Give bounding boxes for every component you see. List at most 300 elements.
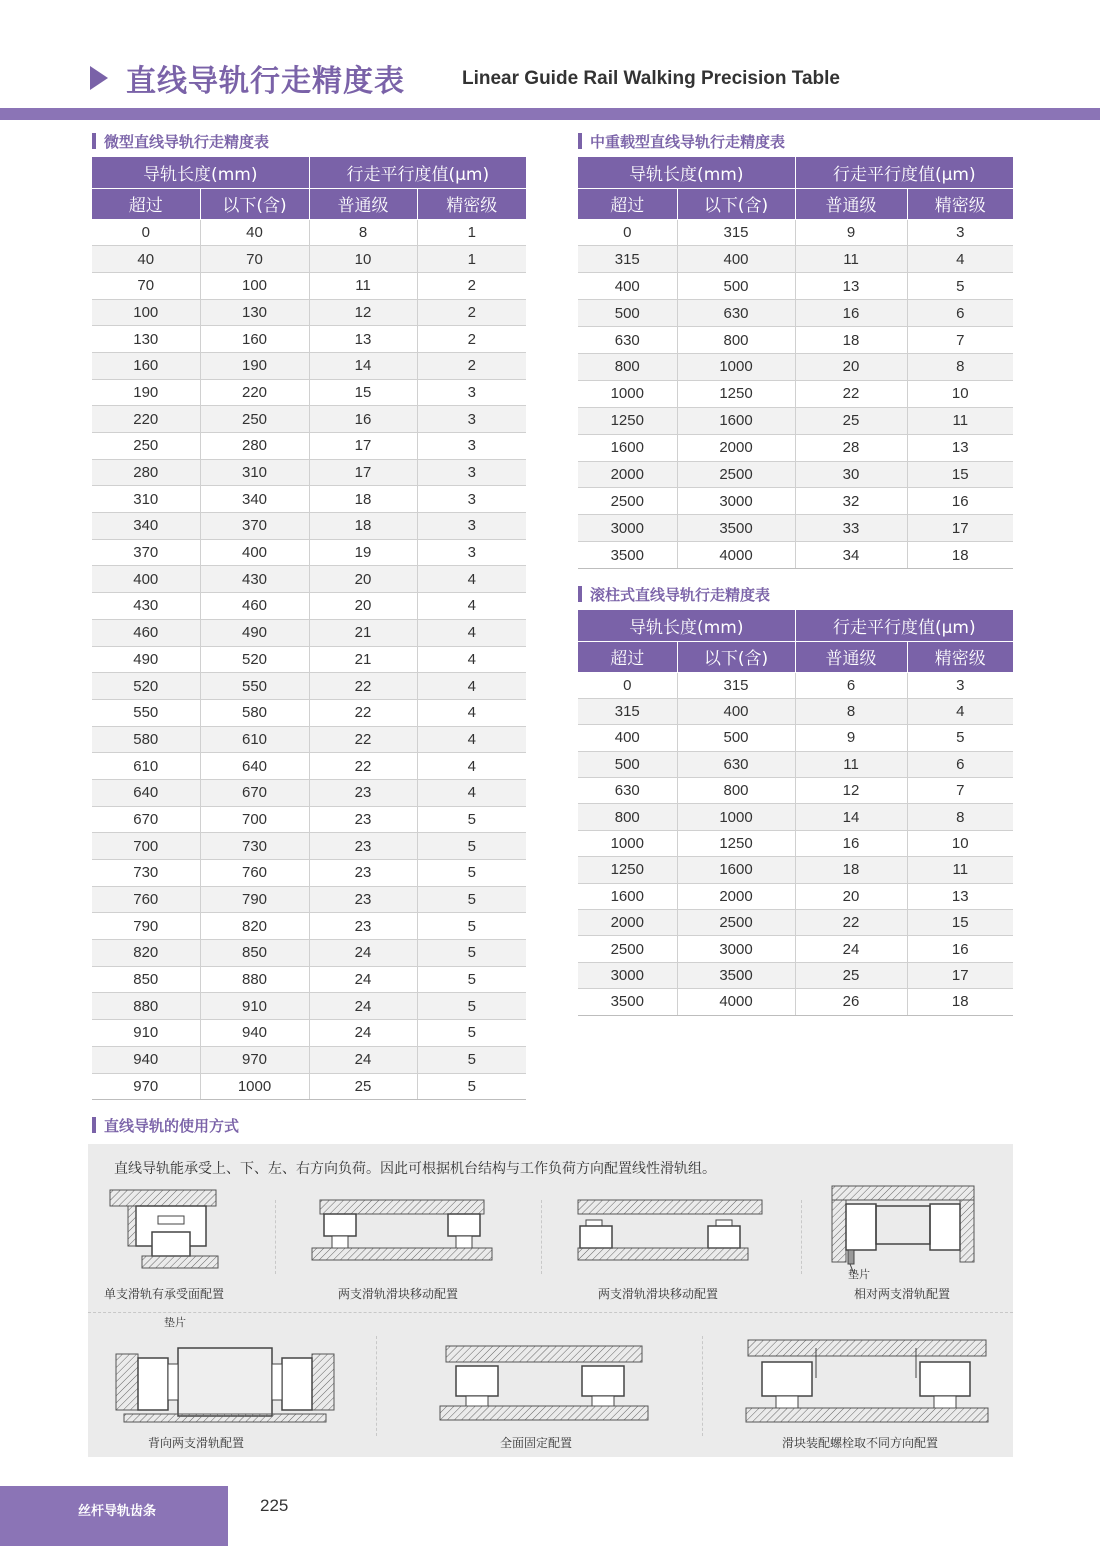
cell-up-to: 2000 [677, 883, 795, 909]
cell-over: 880 [92, 993, 200, 1020]
usage-description: 直线导轨能承受上、下、左、右方向负荷。因此可根据机台结构与工作负荷方向配置线性滑轨组。 [114, 1161, 716, 1177]
cell-normal: 18 [795, 327, 907, 354]
cell-precision: 3 [417, 459, 526, 486]
cell-normal: 9 [795, 725, 907, 751]
cell-up-to: 640 [200, 753, 309, 780]
cell-normal: 22 [309, 673, 417, 700]
table-row [92, 993, 526, 1020]
page-number: 225 [260, 1496, 289, 1515]
table-row [92, 673, 526, 700]
cell-over: 160 [92, 352, 200, 379]
col-header-over: 超过 [578, 188, 677, 219]
table-row [92, 699, 526, 726]
heavy-precision-table [578, 157, 1013, 569]
separator [702, 1336, 703, 1436]
table-row [578, 327, 1013, 354]
cell-over: 490 [92, 646, 200, 673]
col-header-precision: 精密级 [907, 641, 1013, 672]
cell-precision: 7 [907, 327, 1013, 354]
cell-up-to: 1000 [677, 804, 795, 830]
table-row [92, 646, 526, 673]
group-header-length: 导轨长度(mm) [578, 157, 795, 188]
cell-normal: 12 [795, 778, 907, 804]
cell-over: 500 [578, 300, 677, 327]
cell-precision: 15 [907, 910, 1013, 936]
diagram-caption: 单支滑轨有承受面配置 [104, 1287, 225, 1301]
micro-precision-table [92, 157, 526, 1100]
cell-over: 640 [92, 779, 200, 806]
cell-normal: 12 [309, 299, 417, 326]
cell-over: 190 [92, 379, 200, 406]
cell-precision: 3 [417, 539, 526, 566]
cell-up-to: 315 [677, 672, 795, 698]
cell-up-to: 1600 [677, 857, 795, 883]
cell-normal: 22 [309, 726, 417, 753]
cell-over: 340 [92, 513, 200, 540]
cell-precision: 4 [417, 619, 526, 646]
cell-precision: 11 [907, 407, 1013, 434]
table-row [92, 726, 526, 753]
cell-precision: 1 [417, 219, 526, 246]
table-row [578, 219, 1013, 246]
cell-precision: 3 [417, 406, 526, 433]
table-row [92, 966, 526, 993]
table-row [92, 513, 526, 540]
cell-up-to: 670 [200, 779, 309, 806]
table-row [92, 1020, 526, 1047]
cell-normal: 25 [795, 407, 907, 434]
cell-normal: 24 [309, 940, 417, 967]
cell-up-to: 3000 [677, 936, 795, 962]
cell-over: 0 [578, 219, 677, 246]
cell-precision: 10 [907, 830, 1013, 856]
cell-normal: 22 [309, 753, 417, 780]
cell-over: 1000 [578, 830, 677, 856]
cell-normal: 16 [309, 406, 417, 433]
table-row [92, 246, 526, 273]
cell-over: 800 [578, 804, 677, 830]
table-row [92, 539, 526, 566]
table-row [578, 672, 1013, 698]
cell-precision: 4 [417, 646, 526, 673]
table-row [578, 830, 1013, 856]
cell-up-to: 910 [200, 993, 309, 1020]
table-row [578, 353, 1013, 380]
cell-normal: 14 [795, 804, 907, 830]
cell-normal: 23 [309, 833, 417, 860]
group-header-length: 导轨长度(mm) [578, 610, 795, 641]
cell-precision: 17 [907, 962, 1013, 988]
header-divider-bar [0, 108, 1100, 120]
table-row [578, 461, 1013, 488]
table-row [92, 299, 526, 326]
cell-over: 310 [92, 486, 200, 513]
cell-up-to: 310 [200, 459, 309, 486]
cell-over: 2500 [578, 936, 677, 962]
cell-normal: 18 [309, 486, 417, 513]
cell-up-to: 430 [200, 566, 309, 593]
table-row [578, 778, 1013, 804]
cell-over: 1250 [578, 407, 677, 434]
cell-precision: 4 [417, 673, 526, 700]
cell-normal: 24 [309, 1046, 417, 1073]
cell-precision: 2 [417, 326, 526, 353]
cell-precision: 6 [907, 751, 1013, 777]
cell-precision: 5 [907, 725, 1013, 751]
cell-up-to: 40 [200, 219, 309, 246]
group-header-length: 导轨长度(mm) [92, 157, 309, 188]
cell-precision: 6 [907, 300, 1013, 327]
cell-over: 940 [92, 1046, 200, 1073]
cell-up-to: 490 [200, 619, 309, 646]
cell-normal: 19 [309, 539, 417, 566]
cell-up-to: 160 [200, 326, 309, 353]
cell-over: 2500 [578, 488, 677, 515]
cell-up-to: 130 [200, 299, 309, 326]
cell-up-to: 1600 [677, 407, 795, 434]
cell-normal: 22 [795, 380, 907, 407]
cell-normal: 13 [795, 273, 907, 300]
page-header [0, 0, 1100, 120]
cell-precision: 5 [417, 993, 526, 1020]
cell-precision: 5 [417, 860, 526, 887]
cell-normal: 16 [795, 300, 907, 327]
cell-over: 0 [578, 672, 677, 698]
table-row [92, 433, 526, 460]
triangle-bullet-icon [90, 66, 108, 90]
cell-up-to: 800 [677, 778, 795, 804]
cell-normal: 23 [309, 779, 417, 806]
cell-up-to: 630 [677, 751, 795, 777]
table-row [578, 488, 1013, 515]
cell-precision: 5 [417, 913, 526, 940]
cell-over: 1600 [578, 883, 677, 909]
cell-normal: 20 [795, 883, 907, 909]
table-row [578, 407, 1013, 434]
cell-over: 400 [578, 725, 677, 751]
roller-precision-table [578, 610, 1013, 1016]
footer-block [0, 1486, 228, 1546]
table-row [92, 940, 526, 967]
cell-normal: 23 [309, 806, 417, 833]
table-row [92, 753, 526, 780]
cell-normal: 13 [309, 326, 417, 353]
cell-over: 460 [92, 619, 200, 646]
col-header-up-to: 以下(含) [677, 188, 795, 219]
col-header-normal: 普通级 [795, 641, 907, 672]
footer-category-label: 丝杆导轨齿条 [78, 1504, 157, 1519]
cell-over: 315 [578, 698, 677, 724]
cell-up-to: 190 [200, 352, 309, 379]
cell-precision: 5 [417, 1073, 526, 1100]
table-row [92, 806, 526, 833]
table-row [578, 434, 1013, 461]
table-row [92, 1073, 526, 1100]
cell-precision: 16 [907, 488, 1013, 515]
cell-normal: 23 [309, 886, 417, 913]
bolt-direction-diagram [744, 1338, 990, 1426]
dual-rail-moving-block-diagram-2 [576, 1198, 764, 1264]
cell-over: 790 [92, 913, 200, 940]
cell-up-to: 1000 [200, 1073, 309, 1100]
col-header-up-to: 以下(含) [677, 641, 795, 672]
usage-section-title: 直线导轨的使用方式 [92, 1115, 239, 1136]
cell-over: 500 [578, 751, 677, 777]
cell-up-to: 315 [677, 219, 795, 246]
cell-normal: 14 [309, 352, 417, 379]
cell-up-to: 520 [200, 646, 309, 673]
cell-precision: 5 [417, 1020, 526, 1047]
cell-over: 0 [92, 219, 200, 246]
cell-normal: 23 [309, 913, 417, 940]
cell-up-to: 400 [677, 698, 795, 724]
cell-normal: 22 [795, 910, 907, 936]
page-title-english: Linear Guide Rail Walking Precision Table [462, 68, 840, 89]
cell-normal: 20 [309, 566, 417, 593]
cell-normal: 20 [795, 353, 907, 380]
cell-normal: 30 [795, 461, 907, 488]
table-row [92, 593, 526, 620]
single-rail-diagram [108, 1188, 220, 1274]
cell-normal: 22 [309, 699, 417, 726]
cell-over: 3000 [578, 515, 677, 542]
cell-precision: 4 [417, 753, 526, 780]
cell-over: 760 [92, 886, 200, 913]
table-row [578, 542, 1013, 569]
cell-normal: 17 [309, 459, 417, 486]
cell-up-to: 220 [200, 379, 309, 406]
table-row [578, 883, 1013, 909]
cell-precision: 2 [417, 352, 526, 379]
cell-over: 610 [92, 753, 200, 780]
diagram-caption: 两支滑轨滑块移动配置 [338, 1287, 459, 1301]
cell-up-to: 2500 [677, 910, 795, 936]
cell-normal: 20 [309, 593, 417, 620]
heavy-table-title: 中重载型直线导轨行走精度表 [578, 131, 785, 152]
table-row [92, 860, 526, 887]
cell-precision: 3 [417, 486, 526, 513]
shim-label: 垫片 [164, 1316, 186, 1329]
cell-precision: 16 [907, 936, 1013, 962]
cell-up-to: 4000 [677, 542, 795, 569]
col-header-precision: 精密级 [907, 188, 1013, 219]
cell-up-to: 400 [677, 246, 795, 273]
cell-up-to: 3000 [677, 488, 795, 515]
cell-up-to: 2000 [677, 434, 795, 461]
cell-up-to: 550 [200, 673, 309, 700]
cell-over: 820 [92, 940, 200, 967]
cell-over: 630 [578, 778, 677, 804]
group-header-parallelism: 行走平行度值(μm) [795, 610, 1013, 641]
cell-precision: 5 [417, 886, 526, 913]
cell-over: 800 [578, 353, 677, 380]
cell-up-to: 460 [200, 593, 309, 620]
cell-over: 730 [92, 860, 200, 887]
table-row [578, 751, 1013, 777]
cell-precision: 4 [417, 566, 526, 593]
cell-up-to: 500 [677, 273, 795, 300]
separator [275, 1200, 276, 1274]
table-row [92, 326, 526, 353]
cell-normal: 18 [795, 857, 907, 883]
table-row [92, 886, 526, 913]
diagram-caption: 滑块装配螺栓取不同方向配置 [782, 1436, 939, 1450]
cell-precision: 3 [417, 433, 526, 460]
cell-over: 630 [578, 327, 677, 354]
group-header-parallelism: 行走平行度值(μm) [795, 157, 1013, 188]
table-row [578, 246, 1013, 273]
diagram-caption: 背向两支滑轨配置 [148, 1436, 245, 1450]
table-row [578, 300, 1013, 327]
cell-up-to: 580 [200, 699, 309, 726]
cell-over: 70 [92, 272, 200, 299]
table-row [92, 379, 526, 406]
dual-rail-moving-block-diagram [310, 1198, 494, 1264]
col-header-over: 超过 [92, 188, 200, 219]
cell-over: 1250 [578, 857, 677, 883]
cell-precision: 5 [417, 966, 526, 993]
cell-normal: 15 [309, 379, 417, 406]
cell-normal: 11 [795, 246, 907, 273]
col-header-over: 超过 [578, 641, 677, 672]
cell-up-to: 250 [200, 406, 309, 433]
cell-over: 700 [92, 833, 200, 860]
cell-normal: 9 [795, 219, 907, 246]
cell-normal: 25 [309, 1073, 417, 1100]
cell-normal: 8 [309, 219, 417, 246]
cell-up-to: 4000 [677, 989, 795, 1015]
cell-over: 850 [92, 966, 200, 993]
cell-over: 3500 [578, 989, 677, 1015]
cell-precision: 4 [907, 698, 1013, 724]
cell-normal: 17 [309, 433, 417, 460]
cell-up-to: 500 [677, 725, 795, 751]
page-title: 直线导轨行走精度表 [126, 64, 405, 99]
cell-up-to: 1250 [677, 830, 795, 856]
cell-precision: 5 [417, 1046, 526, 1073]
cell-normal: 34 [795, 542, 907, 569]
cell-over: 580 [92, 726, 200, 753]
cell-precision: 5 [907, 273, 1013, 300]
cell-over: 250 [92, 433, 200, 460]
cell-up-to: 790 [200, 886, 309, 913]
col-header-normal: 普通级 [309, 188, 417, 219]
cell-precision: 13 [907, 883, 1013, 909]
cell-over: 1000 [578, 380, 677, 407]
col-header-normal: 普通级 [795, 188, 907, 219]
table-row [92, 486, 526, 513]
cell-over: 3000 [578, 962, 677, 988]
table-row [578, 936, 1013, 962]
separator [376, 1336, 377, 1436]
cell-precision: 4 [417, 699, 526, 726]
cell-up-to: 940 [200, 1020, 309, 1047]
diagram-caption: 全面固定配置 [500, 1436, 573, 1450]
cell-up-to: 370 [200, 513, 309, 540]
table-row [92, 833, 526, 860]
table-row [578, 910, 1013, 936]
cell-precision: 3 [907, 219, 1013, 246]
table-row [578, 273, 1013, 300]
cell-up-to: 70 [200, 246, 309, 273]
cell-over: 2000 [578, 910, 677, 936]
cell-up-to: 400 [200, 539, 309, 566]
cell-normal: 28 [795, 434, 907, 461]
cell-normal: 24 [309, 1020, 417, 1047]
separator [541, 1200, 542, 1274]
cell-precision: 18 [907, 542, 1013, 569]
cell-up-to: 970 [200, 1046, 309, 1073]
col-header-precision: 精密级 [417, 188, 526, 219]
cell-over: 970 [92, 1073, 200, 1100]
table-row [578, 989, 1013, 1015]
cell-up-to: 630 [677, 300, 795, 327]
cell-up-to: 3500 [677, 515, 795, 542]
table-row [92, 619, 526, 646]
back-to-back-rails-diagram [114, 1334, 336, 1426]
table-row [92, 352, 526, 379]
cell-precision: 15 [907, 461, 1013, 488]
table-row [92, 219, 526, 246]
cell-up-to: 3500 [677, 962, 795, 988]
shim-label: 垫片 [848, 1268, 870, 1281]
cell-precision: 3 [417, 513, 526, 540]
cell-up-to: 1250 [677, 380, 795, 407]
cell-over: 370 [92, 539, 200, 566]
table-row [92, 1046, 526, 1073]
cell-precision: 8 [907, 353, 1013, 380]
table-row [578, 857, 1013, 883]
cell-up-to: 730 [200, 833, 309, 860]
table-row [578, 515, 1013, 542]
cell-over: 520 [92, 673, 200, 700]
cell-up-to: 2500 [677, 461, 795, 488]
table-row [578, 380, 1013, 407]
cell-precision: 5 [417, 940, 526, 967]
cell-normal: 21 [309, 646, 417, 673]
cell-up-to: 850 [200, 940, 309, 967]
cell-normal: 21 [309, 619, 417, 646]
cell-up-to: 880 [200, 966, 309, 993]
cell-up-to: 610 [200, 726, 309, 753]
cell-normal: 25 [795, 962, 907, 988]
cell-precision: 8 [907, 804, 1013, 830]
cell-precision: 4 [907, 246, 1013, 273]
cell-normal: 24 [795, 936, 907, 962]
cell-precision: 10 [907, 380, 1013, 407]
cell-normal: 24 [309, 993, 417, 1020]
group-header-parallelism: 行走平行度值(μm) [309, 157, 526, 188]
cell-up-to: 280 [200, 433, 309, 460]
table-row [92, 272, 526, 299]
cell-normal: 11 [309, 272, 417, 299]
micro-table-title: 微型直线导轨行走精度表 [92, 131, 269, 152]
table-row [92, 566, 526, 593]
cell-over: 315 [578, 246, 677, 273]
cell-precision: 17 [907, 515, 1013, 542]
cell-normal: 23 [309, 860, 417, 887]
usage-row-divider [88, 1312, 1013, 1313]
cell-precision: 2 [417, 299, 526, 326]
cell-over: 3500 [578, 542, 677, 569]
cell-precision: 18 [907, 989, 1013, 1015]
col-header-up-to: 以下(含) [200, 188, 309, 219]
cell-up-to: 700 [200, 806, 309, 833]
cell-over: 400 [92, 566, 200, 593]
cell-precision: 1 [417, 246, 526, 273]
table-row [92, 779, 526, 806]
cell-normal: 24 [309, 966, 417, 993]
